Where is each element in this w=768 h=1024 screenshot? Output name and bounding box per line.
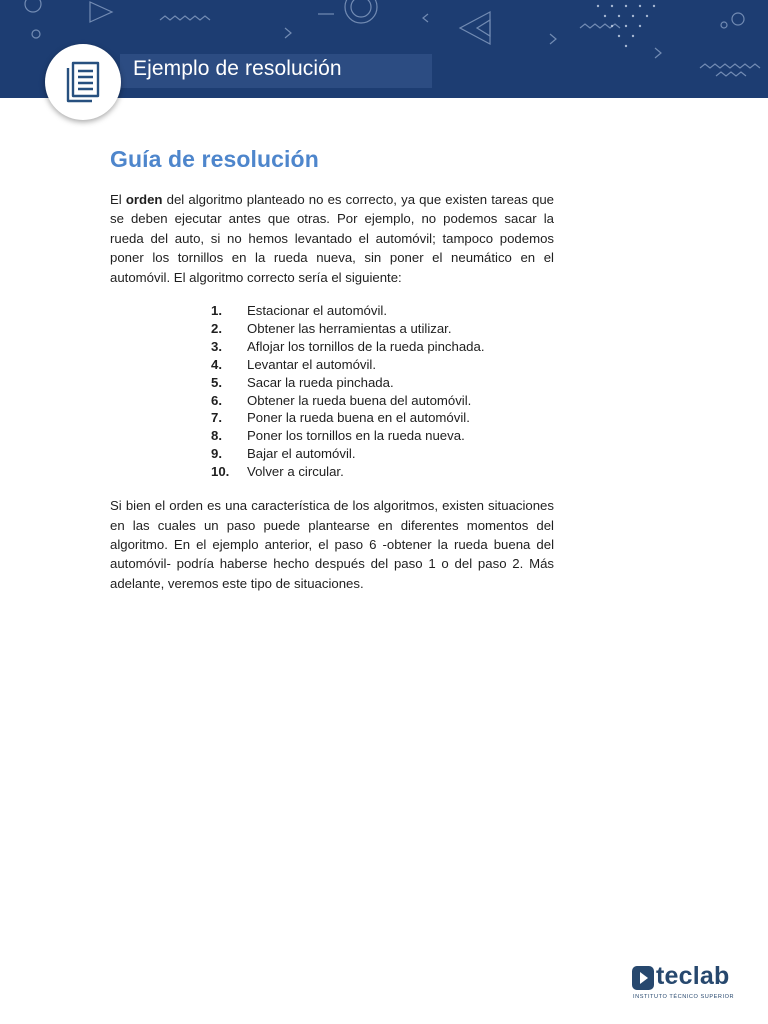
step-number: 8.: [211, 428, 222, 444]
list-item: [211, 320, 554, 338]
header-icon-badge: [45, 44, 121, 120]
list-item: [211, 392, 554, 410]
step-text: Obtener la rueda buena del automóvil.: [247, 392, 472, 408]
step-text: Estacionar el automóvil.: [247, 303, 388, 319]
step-number: 9.: [211, 446, 222, 462]
list-item: [211, 463, 554, 481]
list-item: [211, 302, 554, 320]
list-item: [211, 356, 554, 374]
step-number: 6.: [211, 392, 222, 408]
list-item: [211, 374, 554, 392]
step-text: Aflojar los tornillos de la rueda pinchada.: [247, 338, 485, 354]
step-text: Bajar el automóvil.: [247, 446, 356, 462]
teclab-logo: [632, 962, 748, 1005]
closing-paragraph: Si bien el orden es una característica de los algoritmos, existen situaciones en las cuales un paso puede plantearse en diferentes momentos del algoritmo. En el ejemplo anterior, el paso 6 -obtener la rueda buena del automóvil- podría haberse hecho después del paso 1 o del paso 2. Más adelante, veremos este tipo de situaciones.: [110, 498, 554, 591]
section-heading: Guía de resolución: [110, 146, 319, 172]
intro-text-rest: del algoritmo planteado no es correcto, ya que existen tareas que se deben ejecutar antes que otras. Por ejemplo, no podemos sacar la rueda del auto, si no hemos levantado el automóvil; tampoco podemos poner los tornillos en la rueda nueva, sin poner el neumático en el automóvil. El algoritmo correcto sería el siguiente:: [110, 192, 554, 285]
list-item: [211, 409, 554, 427]
list-item: [211, 445, 554, 463]
list-item: [211, 427, 554, 445]
list-item: [211, 338, 554, 356]
document-list-icon: [64, 61, 102, 103]
step-text: Poner los tornillos en la rueda nueva.: [247, 428, 465, 444]
logo-subtitle: INSTITUTO TÉCNICO SUPERIOR: [633, 994, 735, 1000]
step-number: 2.: [211, 320, 222, 336]
intro-text-start: El: [110, 192, 126, 207]
step-number: 4.: [211, 356, 222, 372]
step-number: 7.: [211, 410, 222, 426]
steps-list: [110, 302, 554, 481]
step-text: Poner la rueda buena en el automóvil.: [247, 410, 470, 426]
step-number: 3.: [211, 338, 222, 354]
play-icon: [632, 966, 654, 990]
step-text: Sacar la rueda pinchada.: [247, 374, 394, 390]
step-number: 10.: [211, 464, 230, 480]
step-text: Obtener las herramientas a utilizar.: [247, 320, 452, 336]
intro-paragraph: [110, 190, 554, 287]
step-number: 5.: [211, 374, 222, 390]
logo-wordmark: teclab: [656, 962, 730, 990]
intro-bold-word: orden: [125, 192, 163, 207]
step-text: Volver a circular.: [247, 464, 344, 480]
main-content: [110, 146, 554, 593]
step-number: 1.: [211, 303, 222, 319]
page-title: Ejemplo de resolución: [133, 57, 342, 80]
step-text: Levantar el automóvil.: [247, 356, 377, 372]
